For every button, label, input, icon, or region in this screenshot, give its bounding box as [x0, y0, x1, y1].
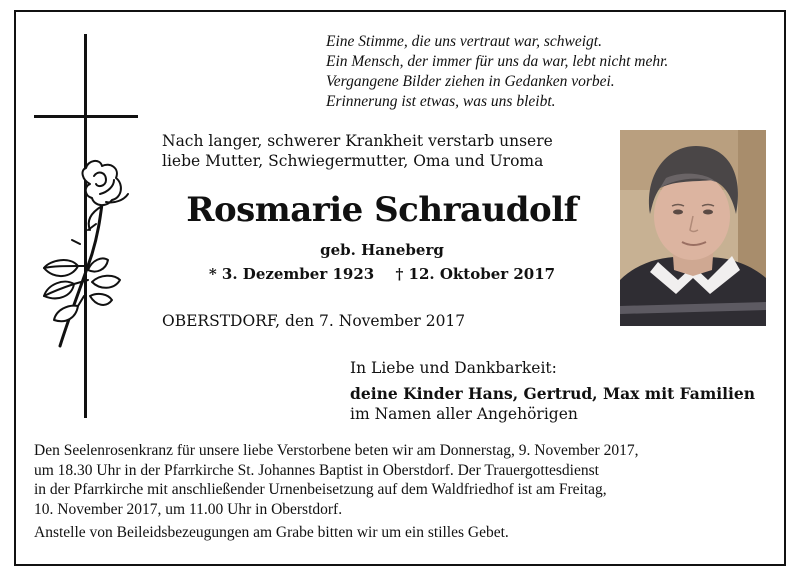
mourners-heading: In Liebe und Dankbarkeit:	[350, 359, 557, 377]
closing-request: Anstelle von Beileidsbezeugungen am Grabe bitten wir um ein stilles Gebet.	[34, 524, 509, 541]
intro-line: liebe Mutter, Schwiegermutter, Oma und Uroma	[162, 152, 544, 170]
details-line: in der Pfarrkirche mit anschließender Urnenbeisetzung auf dem Waldfriedhof ist am Freitag,	[34, 481, 607, 498]
portrait-photo	[620, 130, 766, 326]
mourners-family: deine Kinder Hans, Gertrud, Max mit Familien	[350, 384, 756, 403]
born-name: geb. Haneberg	[320, 241, 444, 259]
details-line: um 18.30 Uhr in der Pfarrkirche St. Johannes Baptist in Oberstdorf. Der Trauergottesdienst	[34, 461, 599, 479]
poem	[326, 32, 668, 112]
intro-text	[162, 131, 602, 171]
poem-line: Ein Mensch, der immer für uns da war, lebt nicht mehr.	[326, 53, 669, 70]
poem-line: Eine Stimme, die uns vertraut war, schweigt.	[326, 33, 602, 50]
mourners-others: im Namen aller Angehörigen	[350, 405, 578, 423]
cross-icon	[30, 34, 142, 418]
poem-line: Vergangene Bilder ziehen in Gedanken vorbei.	[326, 73, 615, 90]
details-line: Den Seelenrosenkranz für unsere liebe Verstorbene beten wir am Donnerstag, 9. November 2017,	[34, 442, 639, 459]
place-and-date: OBERSTDORF, den 7. November 2017	[162, 312, 466, 330]
mourners-block	[350, 358, 755, 424]
death-date: † 12. Oktober 2017	[395, 265, 556, 283]
birth-date: * 3. Dezember 1923	[208, 265, 375, 283]
details-line: 10. November 2017, um 11.00 Uhr in Oberstdorf.	[34, 500, 343, 518]
deceased-name: Rosmarie Schraudolf	[186, 190, 578, 230]
service-details	[34, 441, 774, 543]
intro-line: Nach langer, schwerer Krankheit verstarb unsere	[162, 132, 553, 150]
life-dates	[160, 263, 604, 285]
poem-line: Erinnerung ist etwas, was uns bleibt.	[326, 93, 556, 110]
